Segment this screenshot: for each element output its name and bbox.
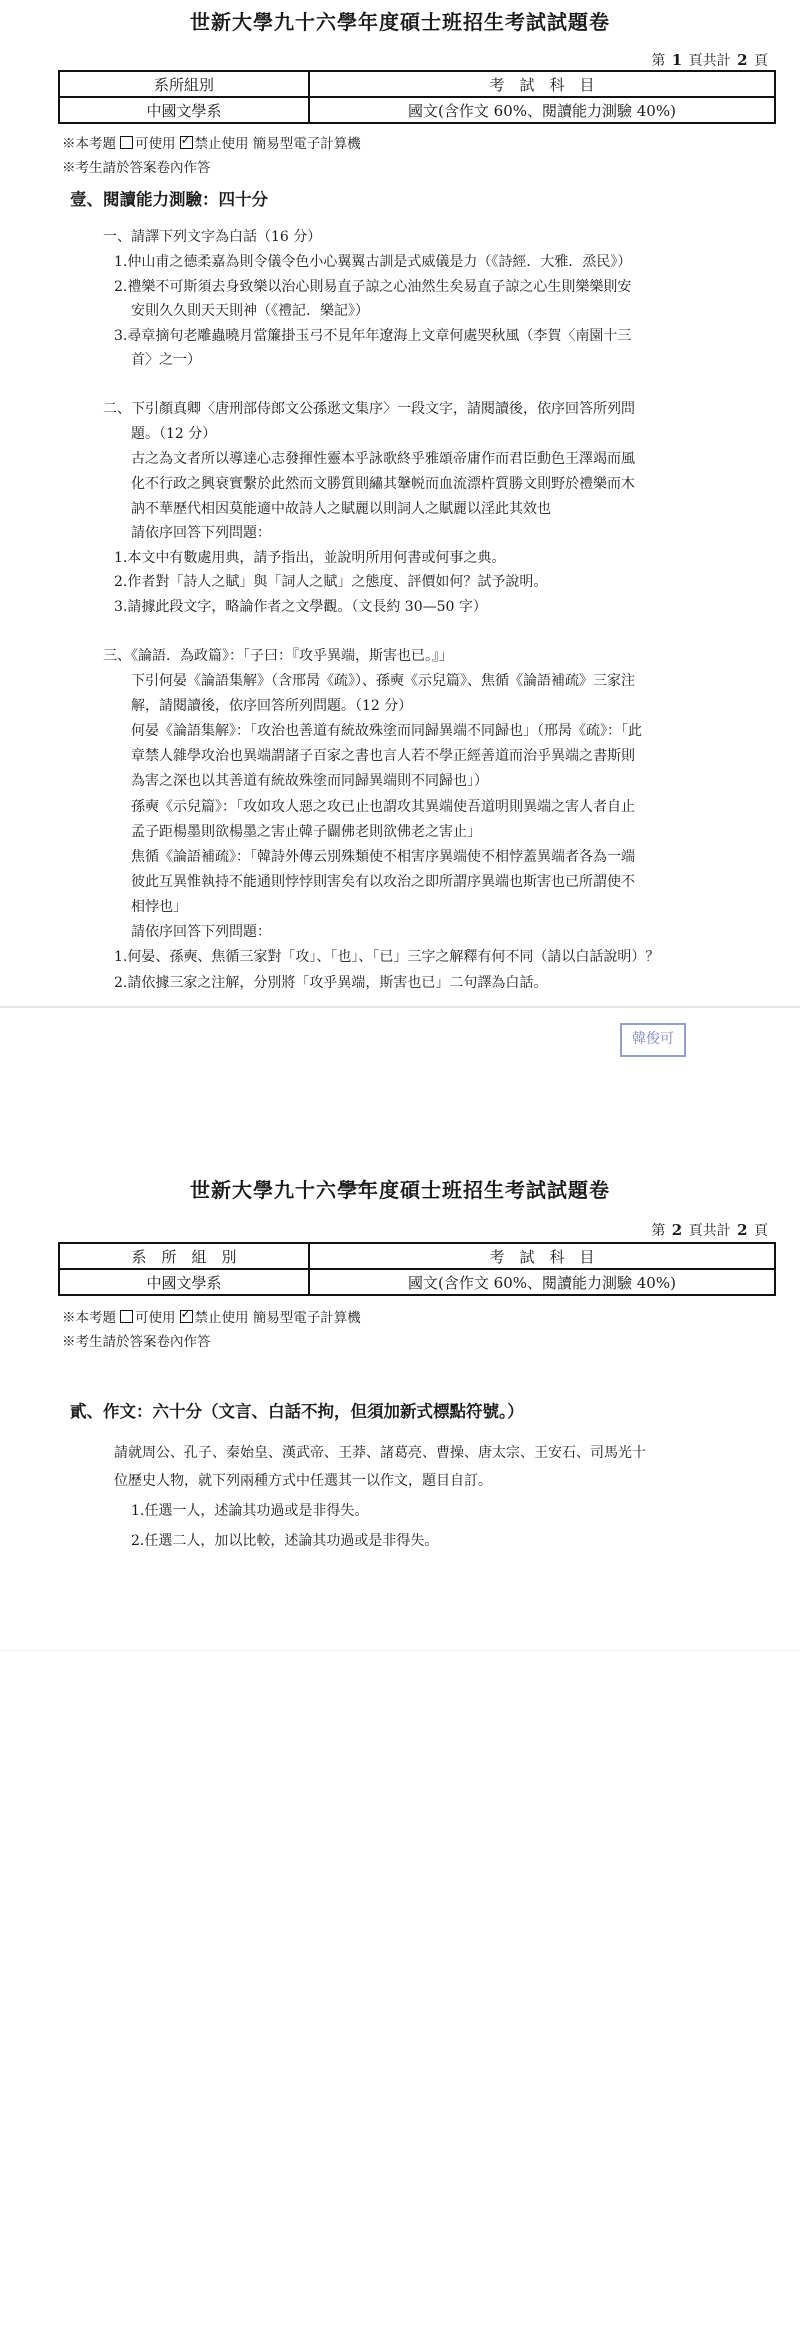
checkbox-forbidden-checked-icon	[180, 1310, 193, 1323]
exam-header-table	[58, 1242, 776, 1296]
page-indicator: 第 2 頁共計 2 頁	[651, 1221, 768, 1239]
text-line: 訥不華歷代相因莫能適中故詩人之賦麗以則詞人之賦麗以淫此其效也	[131, 501, 551, 517]
text-line: 安則久久則天天則神（《禮記．樂記》）	[131, 303, 369, 319]
calculator-note: ※本考題 可使用✓ 禁止使用 簡易型電子計算機	[62, 132, 361, 152]
question-heading: 二、下引顏真卿〈唐刑部侍郎文公孫逖文集序〉一段文字，請閱讀後，依序回答所列問	[103, 401, 635, 417]
text-line: 相悖也」	[131, 899, 187, 915]
exam-page-1	[0, 0, 800, 1008]
text-line: 3.尋章摘句老雕蟲曉月當簾掛玉弓不見年年遼海上文章何處哭秋風（李賀〈南園十三	[114, 328, 632, 344]
section-heading: 貳、作文：六十分（文言、白話不拘，但須加新式標點符號。）	[70, 1402, 524, 1421]
dept-header: 系所組別	[59, 71, 309, 97]
text-line: 1.仲山甫之德柔嘉為則令儀令色小心翼翼古訓是式威儀是力（《詩經．大雅．烝民》）	[114, 254, 632, 270]
text-line: 焦循《論語補疏》：「韓詩外傳云別殊類使不相害序異端使不相悖蓋異端者各為一端	[131, 849, 635, 865]
text-line: 下引何晏《論語集解》（含邢昺《疏》）、孫奭《示兒篇》、焦循《論語補疏》三家注	[131, 673, 635, 689]
answer-sheet-note: ※考生請於答案卷內作答	[62, 160, 211, 176]
text-line: 2.任選二人，加以比較，述論其功過或是非得失。	[131, 1533, 439, 1549]
text-line: 化不行政之興衰實繫於此然而文勝質則繡其鞶帨而血流漂杵質勝文則野於禮樂而木	[131, 476, 635, 492]
text-line: 2.請依據三家之注解，分別將「攻乎異端，斯害也已」二句譯為白話。	[114, 975, 548, 991]
section-heading: 壹、閱讀能力測驗：四十分	[70, 190, 268, 209]
text-line: 請依序回答下列問題：	[131, 525, 271, 541]
text-line: 為害之深也以其善道有統故殊塗而同歸異端則不同歸也」）	[131, 773, 488, 789]
text-line: 3.請據此段文字，略論作者之文學觀。（文長約 30—50 字）	[114, 599, 487, 615]
text-line: 題。（12 分）	[131, 426, 217, 442]
page-indicator: 第 1 頁共計 2 頁	[651, 51, 768, 69]
calculator-note: ※本考題 可使用✓ 禁止使用 簡易型電子計算機	[62, 1306, 361, 1326]
exam-page-2	[0, 1008, 800, 2340]
subject-value: 國文(含作文 60%、閱讀能力測驗 40%)	[309, 1269, 775, 1295]
dept-header: 系 所 組 別	[59, 1243, 309, 1269]
dept-value: 中國文學系	[59, 1269, 309, 1295]
page-title: 世新大學九十六學年度碩士班招生考試試題卷	[190, 1178, 610, 1202]
subject-header: 考 試 科 目	[309, 71, 775, 97]
reviewer-stamp: 韓俊可	[620, 1023, 686, 1057]
text-line: 1.任選一人，述論其功過或是非得失。	[131, 1503, 369, 1519]
page-title: 世新大學九十六學年度碩士班招生考試試題卷	[190, 10, 610, 34]
question-heading: 一、請譯下列文字為白話（16 分）	[103, 229, 322, 245]
checkbox-forbidden-checked-icon	[180, 136, 193, 149]
subject-value: 國文(含作文 60%、閱讀能力測驗 40%)	[309, 97, 775, 123]
text-line: 2.作者對「詩人之賦」與「詞人之賦」之態度、評價如何？試予說明。	[114, 574, 548, 590]
text-line: 請依序回答下列問題：	[131, 924, 271, 940]
text-line: 古之為文者所以導達心志發揮性靈本乎詠歌終乎雅頌帝庸作而君臣動色王澤竭而風	[131, 451, 635, 467]
exam-header-table	[58, 70, 776, 124]
text-line: 首〉之一）	[131, 352, 201, 368]
answer-sheet-note: ※考生請於答案卷內作答	[62, 1334, 211, 1350]
text-line: 彼此互異惟執持不能通則悖悖則害矣有以攻治之即所謂序異端也斯害也已所謂使不	[131, 874, 635, 890]
text-line: 2.禮樂不可斯須去身致樂以治心則易直子諒之心油然生矣易直子諒之心生則樂樂則安	[114, 279, 632, 295]
text-line: 何晏《論語集解》：「攻治也善道有統故殊塗而同歸異端不同歸也」（邢昺《疏》：「此	[131, 723, 642, 739]
text-line: 位歷史人物，就下列兩種方式中任選其一以作文，題目自訂。	[114, 1473, 492, 1489]
text-line: 1.本文中有數處用典，請予指出，並說明所用何書或何事之典。	[114, 550, 506, 566]
checkbox-allowed-icon	[120, 1310, 133, 1323]
text-line: 孫奭《示兒篇》：「攻如攻人惡之攻已止也謂攻其異端使吾道明則異端之害人者自止	[131, 799, 635, 815]
text-line: 1.何晏、孫奭、焦循三家對「攻」、「也」、「已」三字之解釋有何不同（請以白話說明）？	[114, 949, 660, 965]
text-line: 章禁人雜學攻治也異端謂諸子百家之書也言人若不學正經善道而治乎異端之書斯則	[131, 748, 635, 764]
text-line: 孟子距楊墨則欲楊墨之害止韓子闢佛老則欲佛老之害止」	[131, 824, 481, 840]
subject-header: 考 試 科 目	[309, 1243, 775, 1269]
checkbox-allowed-icon	[120, 136, 133, 149]
text-line: 解，請閱讀後，依序回答所列問題。（12 分）	[131, 698, 413, 714]
text-line: 請就周公、孔子、秦始皇、漢武帝、王莽、諸葛亮、曹操、唐太宗、王安石、司馬光十	[114, 1445, 646, 1461]
blank-area	[0, 1650, 800, 1651]
question-heading: 三、《論語．為政篇》：「子曰：『攻乎異端，斯害也已。』」	[103, 648, 453, 664]
dept-value: 中國文學系	[59, 97, 309, 123]
